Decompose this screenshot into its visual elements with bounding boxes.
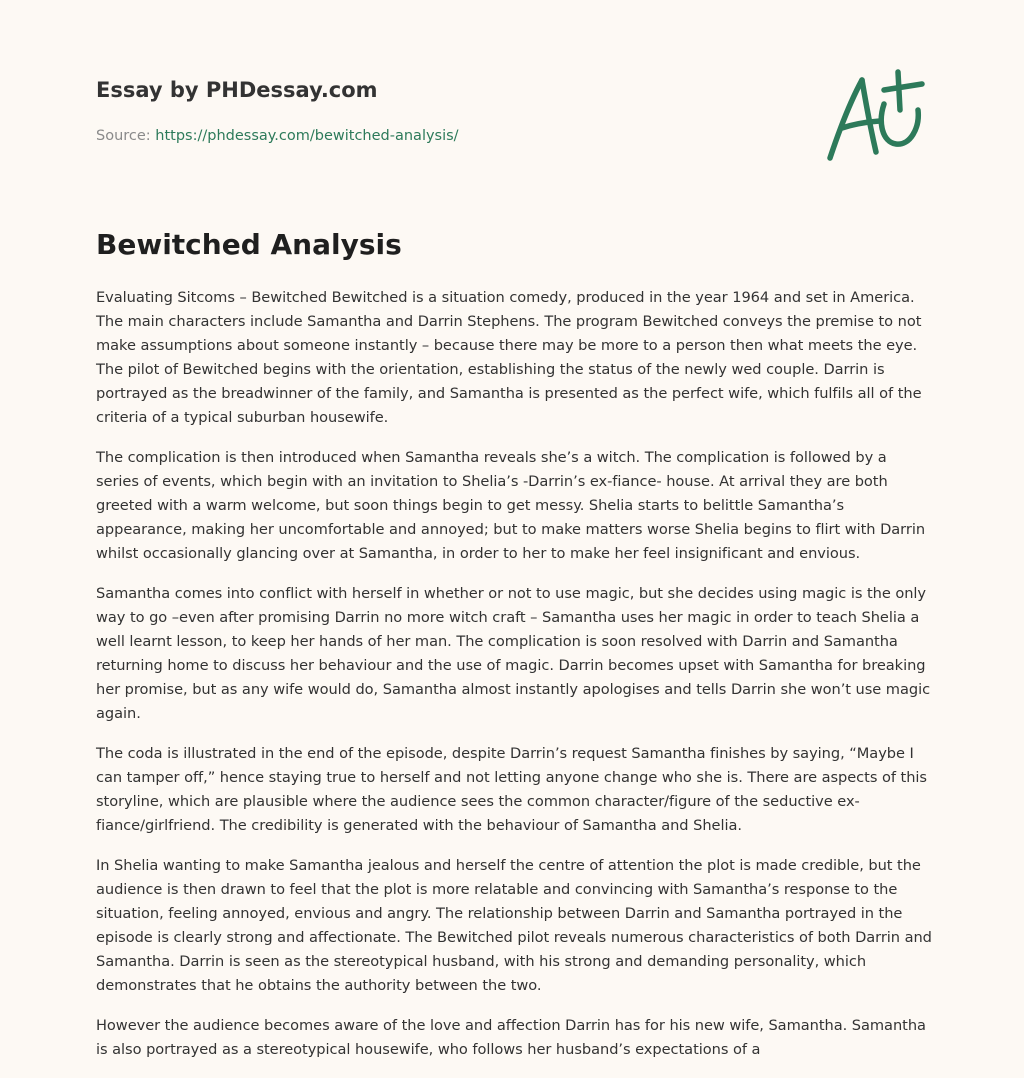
- essay-paragraph: Evaluating Sitcoms – Bewitched Bewitched is a situation comedy, produced in the year 1964 and set in America. The main characters include Samantha and Darrin Stephens. The program Bewitched conveys the premise to not make assumptions about someone instantly – because there may be more to a person then what meets the eye. The pilot of Bewitched begins with the orientation, establishing the status of the newly wed couple. Darrin is portrayed as the breadwinner of the family, and Samantha is presented as the perfect wife, which fulfils all of the criteria of a typical suburban housewife.: [96, 289, 922, 426]
- essay-paragraph: The coda is illustrated in the end of the episode, despite Darrin’s request Samantha finishes by saying, “Maybe I can tamper off,” hence staying true to herself and not letting anyone change who she is. There are aspects of this storyline, which are plausible where the audience sees the common character/figure of the seductive ex-fiance/girlfriend. The credibility is generated with the behaviour of Samantha and Shelia.: [96, 745, 927, 834]
- source-line: [96, 126, 696, 146]
- essay-paragraph: However the audience becomes aware of the love and affection Darrin has for his new wife, Samantha. Samantha is also portrayed as a stereotypical housewife, who follows her husband’s expectations of a: [96, 1017, 926, 1058]
- essay-title: Bewitched Analysis: [96, 228, 402, 261]
- a-plus-logo-icon: [822, 66, 930, 166]
- site-title: Essay by PHDessay.com: [96, 78, 378, 102]
- document-header: [96, 76, 696, 146]
- essay-paragraph: Samantha comes into conflict with herself in whether or not to use magic, but she decides using magic is the only way to go –even after promising Darrin no more witch craft – Samantha uses her magic in order to teach Shelia a well learnt lesson, to keep her hands of her man. The complication is soon resolved with Darrin and Samantha returning home to discuss her behaviour and the use of magic. Darrin becomes upset with Samantha for breaking her promise, but as any wife would do, Samantha almost instantly apologises and tells Darrin she won’t use magic again.: [96, 585, 931, 722]
- essay-paragraph: In Shelia wanting to make Samantha jealous and herself the centre of attention the plot is made credible, but the audience is then drawn to feel that the plot is more relatable and convincing with Samantha’s response to the situation, feeling annoyed, envious and angry. The relationship between Darrin and Samantha portrayed in the episode is clearly strong and affectionate. The Bewitched pilot reveals numerous characteristics of both Darrin and Samantha. Darrin is seen as the stereotypical husband, with his strong and demanding personality, which demonstrates that he obtains the authority between the two.: [96, 857, 932, 994]
- source-label: Source:: [96, 128, 151, 144]
- essay-content: [96, 226, 932, 1078]
- essay-paragraph: The complication is then introduced when Samantha reveals she’s a witch. The complication is followed by a series of events, which begin with an invitation to Shelia’s -Darrin’s ex-fiance- house. At arrival they are both greeted with a warm welcome, but soon things begin to get messy. Shelia starts to belittle Samantha’s appearance, making her uncomfortable and annoyed; but to make matters worse Shelia begins to flirt with Darrin whilst occasionally glancing over at Samantha, in order to her to make her feel insignificant and envious.: [96, 449, 926, 562]
- source-link[interactable]: https://phdessay.com/bewitched-analysis/: [155, 128, 459, 144]
